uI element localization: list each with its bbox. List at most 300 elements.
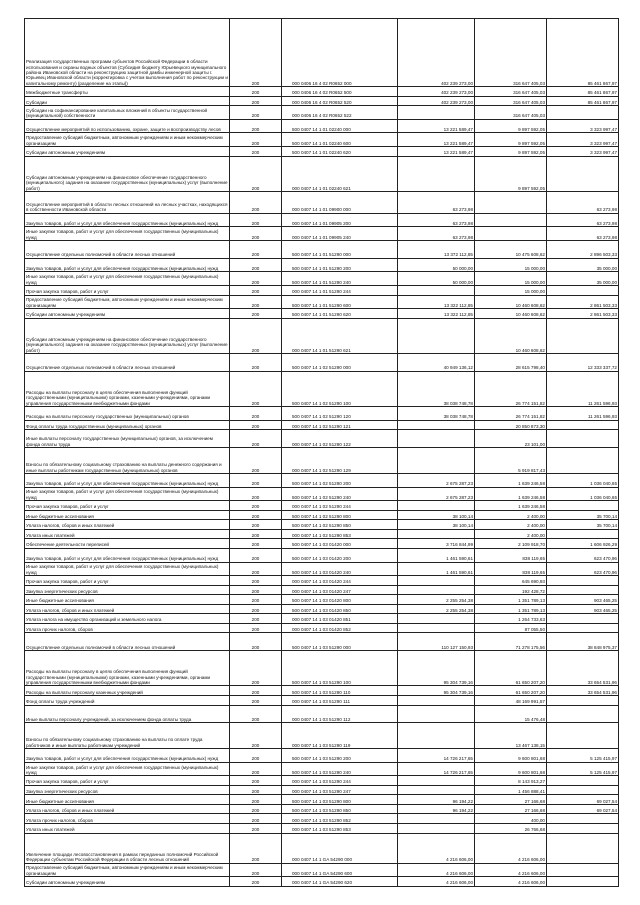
row-executed-cell: 10 460 608,62 (475, 318, 547, 353)
row-code-cell: 200 (230, 510, 282, 520)
row-kbk-cell: 500 0407 14 1 02 51290 100 (282, 371, 398, 406)
row-kbk-cell: 500 0407 14 1 02 51290 240 (282, 487, 398, 501)
row-kbk-cell: 500 0407 14 1 01 51290 240 (282, 272, 398, 286)
row-code-cell: 200 (230, 585, 282, 595)
row-name-cell: Закупка товаров, работ и услуг для обеспечения государственных (муниципальных) нужд (25, 749, 230, 763)
budget-execution-table (24, 18, 619, 887)
row-executed-cell: 316 647 405,03 (475, 106, 547, 120)
row-name-cell: Субсидии на софинансирование капитальных вложений в объекты государственной (муниципальной) собственности (25, 106, 230, 120)
row-name-cell: Закупка энергетических ресурсов (25, 585, 230, 595)
row-remaining-cell (547, 863, 619, 877)
row-kbk-cell: 000 0406 16 4 02 R0652 520 (282, 96, 398, 106)
row-remaining-cell: 85 461 867,97 (547, 87, 619, 97)
row-code-cell: 200 (230, 106, 282, 120)
row-executed-cell: 9 600 801,68 (475, 749, 547, 763)
row-code-cell: 200 (230, 272, 282, 286)
row-name-cell: Уплата прочих налогов, сборов (25, 623, 230, 633)
row-executed-cell: 9 897 592,05 (475, 133, 547, 147)
row-assigned-cell: 4 216 606,00 (398, 877, 475, 887)
row-assigned-cell: 2 255 254,38 (398, 604, 475, 614)
row-kbk-cell: 000 0407 14 1 02 51290 853 (282, 529, 398, 539)
row-remaining-cell (547, 420, 619, 430)
row-code-cell: 200 (230, 354, 282, 372)
row-kbk-cell: 500 0407 14 1 01 02240 000 (282, 119, 398, 133)
row-code-cell: 200 (230, 501, 282, 511)
row-code-cell: 200 (230, 430, 282, 448)
row-assigned-cell (398, 156, 475, 191)
row-kbk-cell: 000 0407 14 1 03 01420 851 (282, 614, 398, 624)
row-executed-cell: 10 460 608,62 (475, 295, 547, 309)
row-code-cell: 200 (230, 604, 282, 614)
row-code-cell: 200 (230, 227, 282, 241)
row-kbk-cell: 500 0407 14 1 03 01420 000 (282, 539, 398, 549)
table-row (25, 863, 619, 877)
row-name-cell: Уплата налогов, сборов и иных платежей (25, 520, 230, 530)
table-row (25, 510, 619, 520)
row-executed-cell: 1 639 246,58 (475, 487, 547, 501)
table-row (25, 227, 619, 241)
table-row (25, 19, 619, 87)
row-remaining-cell (547, 614, 619, 624)
row-name-cell: Уплата иных платежей (25, 529, 230, 539)
row-code-cell: 200 (230, 448, 282, 474)
row-assigned-cell (398, 723, 475, 749)
row-remaining-cell (547, 318, 619, 353)
row-code-cell: 200 (230, 371, 282, 406)
row-code-cell: 200 (230, 407, 282, 421)
row-code-cell: 200 (230, 705, 282, 723)
row-remaining-cell (547, 286, 619, 296)
row-remaining-cell (547, 501, 619, 511)
row-code-cell: 200 (230, 776, 282, 786)
row-name-cell: Уплата прочих налогов, сборов (25, 814, 230, 824)
row-code-cell: 200 (230, 723, 282, 749)
row-name-cell: Уплата налогов, сборов и иных платежей (25, 804, 230, 814)
table-row (25, 354, 619, 372)
row-name-cell: Иные закупки товаров, работ и услуг для обеспечения государственных (муниципальных) нужд (25, 762, 230, 776)
row-executed-cell: 13 467 138,15 (475, 723, 547, 749)
row-code-cell: 200 (230, 804, 282, 814)
row-remaining-cell (547, 695, 619, 705)
row-kbk-cell: 500 0407 14 1 03 01420 240 (282, 562, 398, 576)
row-name-cell: Осуществление мероприятий в области лесных отношений на лесных участках, находящихся в собственности Ивановской области (25, 192, 230, 214)
row-assigned-cell: 38 038 748,78 (398, 371, 475, 406)
row-kbk-cell: 500 0407 14 1 01 02240 620 (282, 147, 398, 157)
row-executed-cell: 9 600 801,68 (475, 762, 547, 776)
row-remaining-cell (547, 106, 619, 120)
row-executed-cell: 48 169 991,57 (475, 695, 547, 705)
row-kbk-cell: 500 0407 14 1 03 51290 000 (282, 633, 398, 651)
row-name-cell: Субсидии автономным учреждениям (25, 877, 230, 887)
row-name-cell: Реализация государственных программ субъектов Российской Федерации в области использования и охраны водных объектов (Субсидия бюджету Юрьевецкого муниципального района Ивановской области на реконструкцию защитной дамбы инженерной защиты г. Юрьевец Ивановской области (корректировка с учетом выполнения работ по реконструкции и капитальному ремонту) (разделение на этапы)) (25, 19, 230, 87)
row-kbk-cell: 500 0407 14 1 03 01420 800 (282, 595, 398, 605)
row-remaining-cell: 2 861 503,33 (547, 295, 619, 309)
row-kbk-cell: 000 0407 14 1 01 51290 244 (282, 286, 398, 296)
row-remaining-cell (547, 705, 619, 723)
row-executed-cell: 1 351 789,13 (475, 604, 547, 614)
row-name-cell: Закупка товаров, работ и услуг для обеспечения государственных (муниципальных) нужд (25, 258, 230, 272)
row-remaining-cell: 1 036 040,65 (547, 473, 619, 487)
row-name-cell: Иные выплаты персоналу учреждений, за исключением фонда оплаты труда (25, 705, 230, 723)
row-executed-cell: 20 850 873,30 (475, 420, 547, 430)
row-executed-cell: 4 216 606,00 (475, 833, 547, 863)
row-kbk-cell: 000 0407 14 1 02 51290 129 (282, 448, 398, 474)
row-remaining-cell (547, 156, 619, 191)
row-assigned-cell: 2 255 254,38 (398, 595, 475, 605)
table-row (25, 833, 619, 863)
row-remaining-cell: 5 125 415,97 (547, 762, 619, 776)
row-kbk-cell: 000 0406 16 4 02 R0652 522 (282, 106, 398, 120)
table-row (25, 814, 619, 824)
row-kbk-cell: 500 0407 14 1 02 51290 120 (282, 407, 398, 421)
row-code-cell: 200 (230, 614, 282, 624)
table-row (25, 407, 619, 421)
row-name-cell: Обеспечение деятельности переписей (25, 539, 230, 549)
row-kbk-cell: 500 0407 14 1 03 51290 110 (282, 686, 398, 696)
row-remaining-cell (547, 529, 619, 539)
table-row (25, 156, 619, 191)
row-name-cell: Расходы на выплаты персоналу государственных (муниципальных) органов (25, 407, 230, 421)
row-name-cell: Расходы на выплаты персоналу казенных учреждений (25, 686, 230, 696)
table-row (25, 804, 619, 814)
row-assigned-cell: 13 322 112,85 (398, 295, 475, 309)
row-kbk-cell: 500 0407 14 1 02 51290 850 (282, 520, 398, 530)
row-assigned-cell: 95 304 739,16 (398, 651, 475, 686)
row-code-cell: 200 (230, 595, 282, 605)
row-executed-cell: 87 055,50 (475, 623, 547, 633)
row-name-cell: Предоставление субсидий бюджетным, автономным учреждениям и иным некоммерческим организациям (25, 295, 230, 309)
row-executed-cell: 26 766,68 (475, 824, 547, 834)
row-code-cell: 200 (230, 576, 282, 586)
row-assigned-cell: 95 304 739,16 (398, 686, 475, 696)
row-assigned-cell: 110 127 150,93 (398, 633, 475, 651)
row-assigned-cell: 2 675 287,23 (398, 487, 475, 501)
row-remaining-cell: 35 000,00 (547, 258, 619, 272)
row-executed-cell: 316 647 405,03 (475, 96, 547, 106)
row-kbk-cell: 000 0407 14 1 01 02240 621 (282, 156, 398, 191)
row-remaining-cell: 2 861 503,33 (547, 309, 619, 319)
row-remaining-cell: 38 848 975,37 (547, 633, 619, 651)
row-code-cell: 200 (230, 695, 282, 705)
row-code-cell: 200 (230, 623, 282, 633)
row-kbk-cell: 000 0407 14 1 01 09905 240 (282, 227, 398, 241)
row-assigned-cell: 3 716 844,99 (398, 539, 475, 549)
row-code-cell: 200 (230, 833, 282, 863)
row-name-cell: Межбюджетные трансферты (25, 87, 230, 97)
row-code-cell: 200 (230, 87, 282, 97)
row-code-cell: 200 (230, 529, 282, 539)
row-name-cell: Предоставление субсидий бюджетным, автономным учреждениям и иным некоммерческим организациям (25, 863, 230, 877)
row-assigned-cell: 13 322 112,85 (398, 309, 475, 319)
row-name-cell: Уплата иных платежей (25, 824, 230, 834)
row-name-cell: Увеличение площади лесовосстановления в рамках переданных полномочий Российской Федерации субъектам Российской Федерации в области лесных отношений (25, 833, 230, 863)
row-executed-cell: 645 690,93 (475, 576, 547, 586)
row-name-cell: Осуществление мероприятий по использованию, охране, защите и воспроизводству лесов (25, 119, 230, 133)
row-executed-cell: 316 647 405,03 (475, 19, 547, 87)
table-row (25, 520, 619, 530)
row-code-cell: 200 (230, 487, 282, 501)
row-executed-cell: 61 650 207,20 (475, 686, 547, 696)
row-code-cell: 200 (230, 633, 282, 651)
row-remaining-cell: 69 027,54 (547, 795, 619, 805)
row-executed-cell: 838 119,65 (475, 562, 547, 576)
row-remaining-cell: 3 323 997,47 (547, 119, 619, 133)
row-remaining-cell (547, 785, 619, 795)
row-name-cell: Закупка товаров, работ и услуг для обеспечения государственных (муниципальных) нужд (25, 548, 230, 562)
table-row (25, 548, 619, 562)
row-code-cell: 200 (230, 286, 282, 296)
table-row (25, 585, 619, 595)
row-remaining-cell (547, 814, 619, 824)
row-executed-cell: 10 475 608,62 (475, 241, 547, 259)
row-code-cell: 200 (230, 686, 282, 696)
row-code-cell: 200 (230, 241, 282, 259)
row-assigned-cell (398, 286, 475, 296)
row-remaining-cell: 1 606 926,29 (547, 539, 619, 549)
row-assigned-cell (398, 576, 475, 586)
row-executed-cell: 1 639 246,58 (475, 501, 547, 511)
row-kbk-cell: 500 0407 14 1 02 51290 800 (282, 510, 398, 520)
row-kbk-cell: 000 0407 14 1 03 01420 247 (282, 585, 398, 595)
row-kbk-cell: 500 0407 14 1 01 51290 620 (282, 309, 398, 319)
row-code-cell: 200 (230, 749, 282, 763)
row-assigned-cell: 50 000,00 (398, 258, 475, 272)
row-remaining-cell (547, 776, 619, 786)
row-remaining-cell: 903 465,25 (547, 595, 619, 605)
table-row (25, 686, 619, 696)
row-executed-cell: 1 351 789,13 (475, 595, 547, 605)
row-code-cell: 200 (230, 192, 282, 214)
table-row (25, 241, 619, 259)
row-executed-cell: 27 166,68 (475, 804, 547, 814)
table-row (25, 695, 619, 705)
row-kbk-cell: 000 0407 14 1 03 51290 852 (282, 814, 398, 824)
row-assigned-cell (398, 705, 475, 723)
row-code-cell: 200 (230, 548, 282, 562)
row-remaining-cell: 85 461 867,97 (547, 96, 619, 106)
row-name-cell: Иные закупки товаров, работ и услуг для обеспечения государственных (муниципальных) нужд (25, 562, 230, 576)
row-remaining-cell: 11 261 596,93 (547, 371, 619, 406)
row-kbk-cell: 500 0407 14 1 03 51290 100 (282, 651, 398, 686)
table-row (25, 651, 619, 686)
row-remaining-cell: 623 470,96 (547, 562, 619, 576)
row-code-cell: 200 (230, 824, 282, 834)
row-code-cell: 200 (230, 795, 282, 805)
row-executed-cell: 71 278 175,56 (475, 633, 547, 651)
table-row (25, 776, 619, 786)
row-kbk-cell: 500 0407 14 1 01 51290 600 (282, 295, 398, 309)
row-executed-cell: 1 639 246,58 (475, 473, 547, 487)
row-code-cell: 200 (230, 877, 282, 887)
row-executed-cell: 400,00 (475, 814, 547, 824)
row-code-cell: 200 (230, 295, 282, 309)
row-code-cell: 200 (230, 147, 282, 157)
row-remaining-cell: 85 461 867,97 (547, 19, 619, 87)
row-kbk-cell: 500 0407 14 1 03 51290 200 (282, 749, 398, 763)
row-executed-cell: 26 774 151,82 (475, 407, 547, 421)
row-remaining-cell: 3 323 997,47 (547, 133, 619, 147)
row-assigned-cell: 13 221 589,47 (398, 133, 475, 147)
row-remaining-cell: 35 700,14 (547, 510, 619, 520)
row-assigned-cell: 13 221 589,47 (398, 119, 475, 133)
row-assigned-cell: 13 221 589,47 (398, 147, 475, 157)
row-name-cell: Иные закупки товаров, работ и услуг для обеспечения государственных (муниципальных) нужд (25, 272, 230, 286)
row-kbk-cell: 500 0407 14 1 02 51290 200 (282, 473, 398, 487)
row-remaining-cell: 5 125 415,97 (547, 749, 619, 763)
row-kbk-cell: 000 0407 14 1 03 01420 244 (282, 576, 398, 586)
row-executed-cell: 1 264 733,63 (475, 614, 547, 624)
row-assigned-cell: 402 239 273,00 (398, 19, 475, 87)
row-name-cell: Осуществление отдельных полномочий в области лесных отношений (25, 354, 230, 372)
row-kbk-cell: 000 0407 14 1 01 09905 200 (282, 213, 398, 227)
row-code-cell: 200 (230, 309, 282, 319)
row-assigned-cell: 96 194,22 (398, 795, 475, 805)
row-kbk-cell: 500 0407 14 1 03 51290 240 (282, 762, 398, 776)
row-name-cell: Иные бюджетные ассигнования (25, 595, 230, 605)
row-assigned-cell (398, 106, 475, 120)
row-remaining-cell: 33 654 531,96 (547, 686, 619, 696)
row-assigned-cell: 14 726 217,65 (398, 762, 475, 776)
row-remaining-cell (547, 833, 619, 863)
row-kbk-cell: 000 0407 14 1 03 51290 247 (282, 785, 398, 795)
row-kbk-cell: 000 0407 14 1 03 51290 853 (282, 824, 398, 834)
row-assigned-cell: 50 000,00 (398, 272, 475, 286)
row-assigned-cell (398, 824, 475, 834)
table-row (25, 96, 619, 106)
row-code-cell: 200 (230, 258, 282, 272)
row-kbk-cell: 500 0407 14 1 02 51290 000 (282, 354, 398, 372)
row-name-cell: Предоставление субсидий бюджетным, автономным учреждениям и иным некоммерческим организациям (25, 133, 230, 147)
table-row (25, 371, 619, 406)
row-kbk-cell: 000 0407 14 1 02 51290 121 (282, 420, 398, 430)
row-executed-cell: 8 143 913,27 (475, 776, 547, 786)
row-remaining-cell (547, 623, 619, 633)
row-kbk-cell: 000 0407 14 1 GA 54290 600 (282, 863, 398, 877)
row-executed-cell: 61 650 207,20 (475, 651, 547, 686)
row-kbk-cell: 500 0407 14 1 03 01420 200 (282, 548, 398, 562)
row-code-cell: 200 (230, 213, 282, 227)
table-row (25, 785, 619, 795)
row-name-cell: Субсидии автономным учреждениям на финансовое обеспечение государственного (муниципального) задания на оказание государственных (муниципальных) услуг (выполнение работ) (25, 156, 230, 191)
row-remaining-cell: 33 654 531,96 (547, 651, 619, 686)
row-remaining-cell: 2 896 503,33 (547, 241, 619, 259)
row-name-cell: Взносы по обязательному социальному страхованию на выплаты по оплате труда работников и иные выплаты работникам учреждений (25, 723, 230, 749)
table-row (25, 318, 619, 353)
row-executed-cell: 4 216 606,00 (475, 877, 547, 887)
table-row (25, 762, 619, 776)
row-executed-cell: 2 400,00 (475, 520, 547, 530)
row-remaining-cell: 1 036 040,65 (547, 487, 619, 501)
row-remaining-cell: 3 323 997,47 (547, 147, 619, 157)
table-row (25, 877, 619, 887)
row-kbk-cell: 500 0407 14 1 01 02240 600 (282, 133, 398, 147)
row-executed-cell: 2 400,00 (475, 510, 547, 520)
row-remaining-cell (547, 576, 619, 586)
row-assigned-cell (398, 814, 475, 824)
row-assigned-cell: 38 038 748,78 (398, 407, 475, 421)
row-executed-cell (475, 227, 547, 241)
row-remaining-cell (547, 723, 619, 749)
row-code-cell: 200 (230, 19, 282, 87)
row-name-cell: Субсидии автономным учреждениям (25, 147, 230, 157)
row-remaining-cell: 12 333 337,72 (547, 354, 619, 372)
row-executed-cell: 5 919 817,43 (475, 448, 547, 474)
row-assigned-cell: 63 273,98 (398, 227, 475, 241)
table-row (25, 633, 619, 651)
row-assigned-cell: 1 461 590,61 (398, 548, 475, 562)
row-executed-cell: 838 119,65 (475, 548, 547, 562)
table-row (25, 258, 619, 272)
row-remaining-cell: 69 027,54 (547, 804, 619, 814)
row-remaining-cell (547, 430, 619, 448)
row-remaining-cell (547, 448, 619, 474)
row-code-cell: 200 (230, 562, 282, 576)
row-executed-cell: 4 216 606,00 (475, 863, 547, 877)
table-row (25, 87, 619, 97)
row-name-cell: Иные выплаты персоналу государственных (муниципальных) органов, за исключением фонда оплаты труда (25, 430, 230, 448)
row-name-cell: Прочая закупка товаров, работ и услуг (25, 576, 230, 586)
table-row (25, 420, 619, 430)
row-name-cell: Уплата налогов, сборов и иных платежей (25, 604, 230, 614)
row-assigned-cell: 38 100,14 (398, 510, 475, 520)
row-code-cell: 200 (230, 119, 282, 133)
row-kbk-cell: 000 0407 14 1 02 51290 244 (282, 501, 398, 511)
row-name-cell: Иные закупки товаров, работ и услуг для обеспечения государственных (муниципальных) нужд (25, 227, 230, 241)
row-remaining-cell: 63 273,98 (547, 213, 619, 227)
row-assigned-cell: 63 273,98 (398, 192, 475, 214)
row-kbk-cell: 000 0407 14 1 02 51290 122 (282, 430, 398, 448)
table-row (25, 795, 619, 805)
row-remaining-cell (547, 824, 619, 834)
row-name-cell: Субсидии (25, 96, 230, 106)
row-remaining-cell: 35 000,00 (547, 272, 619, 286)
row-kbk-cell: 000 0407 14 1 03 51290 111 (282, 695, 398, 705)
row-assigned-cell (398, 785, 475, 795)
table-row (25, 286, 619, 296)
row-remaining-cell (547, 877, 619, 887)
row-assigned-cell (398, 585, 475, 595)
row-kbk-cell: 500 0407 14 1 03 51290 850 (282, 804, 398, 814)
row-executed-cell: 9 897 592,05 (475, 147, 547, 157)
row-name-cell: Фонд оплаты труда государственных (муниципальных) органов (25, 420, 230, 430)
row-kbk-cell: 000 0407 14 1 01 09900 000 (282, 192, 398, 214)
table-row (25, 133, 619, 147)
row-assigned-cell: 1 461 590,61 (398, 562, 475, 576)
row-code-cell: 200 (230, 785, 282, 795)
row-executed-cell: 2 400,00 (475, 529, 547, 539)
table-row (25, 430, 619, 448)
table-row (25, 487, 619, 501)
row-assigned-cell: 63 273,98 (398, 213, 475, 227)
row-executed-cell: 15 000,00 (475, 272, 547, 286)
table-row (25, 576, 619, 586)
table-row (25, 595, 619, 605)
row-remaining-cell: 623 470,96 (547, 548, 619, 562)
row-name-cell: Расходы на выплаты персоналу в целях обеспечения выполнения функций государственными (муниципальными) органами, казенными учреждениями, органами управления государственными внебюджетными фондами (25, 651, 230, 686)
row-assigned-cell (398, 623, 475, 633)
row-assigned-cell: 402 239 273,00 (398, 87, 475, 97)
row-code-cell: 200 (230, 96, 282, 106)
row-name-cell: Субсидии автономным учреждениям (25, 309, 230, 319)
table-row (25, 705, 619, 723)
row-executed-cell: 28 615 798,40 (475, 354, 547, 372)
row-name-cell: Субсидии автономным учреждениям на финансовое обеспечение государственного (муниципального) задания на оказание государственных (муниципальных) услуг (выполнение работ) (25, 318, 230, 353)
row-kbk-cell: 000 0406 16 4 02 R0652 500 (282, 87, 398, 97)
row-executed-cell: 9 897 592,05 (475, 156, 547, 191)
row-name-cell: Иные бюджетные ассигнования (25, 795, 230, 805)
table-row (25, 529, 619, 539)
row-assigned-cell: 96 194,22 (398, 804, 475, 814)
